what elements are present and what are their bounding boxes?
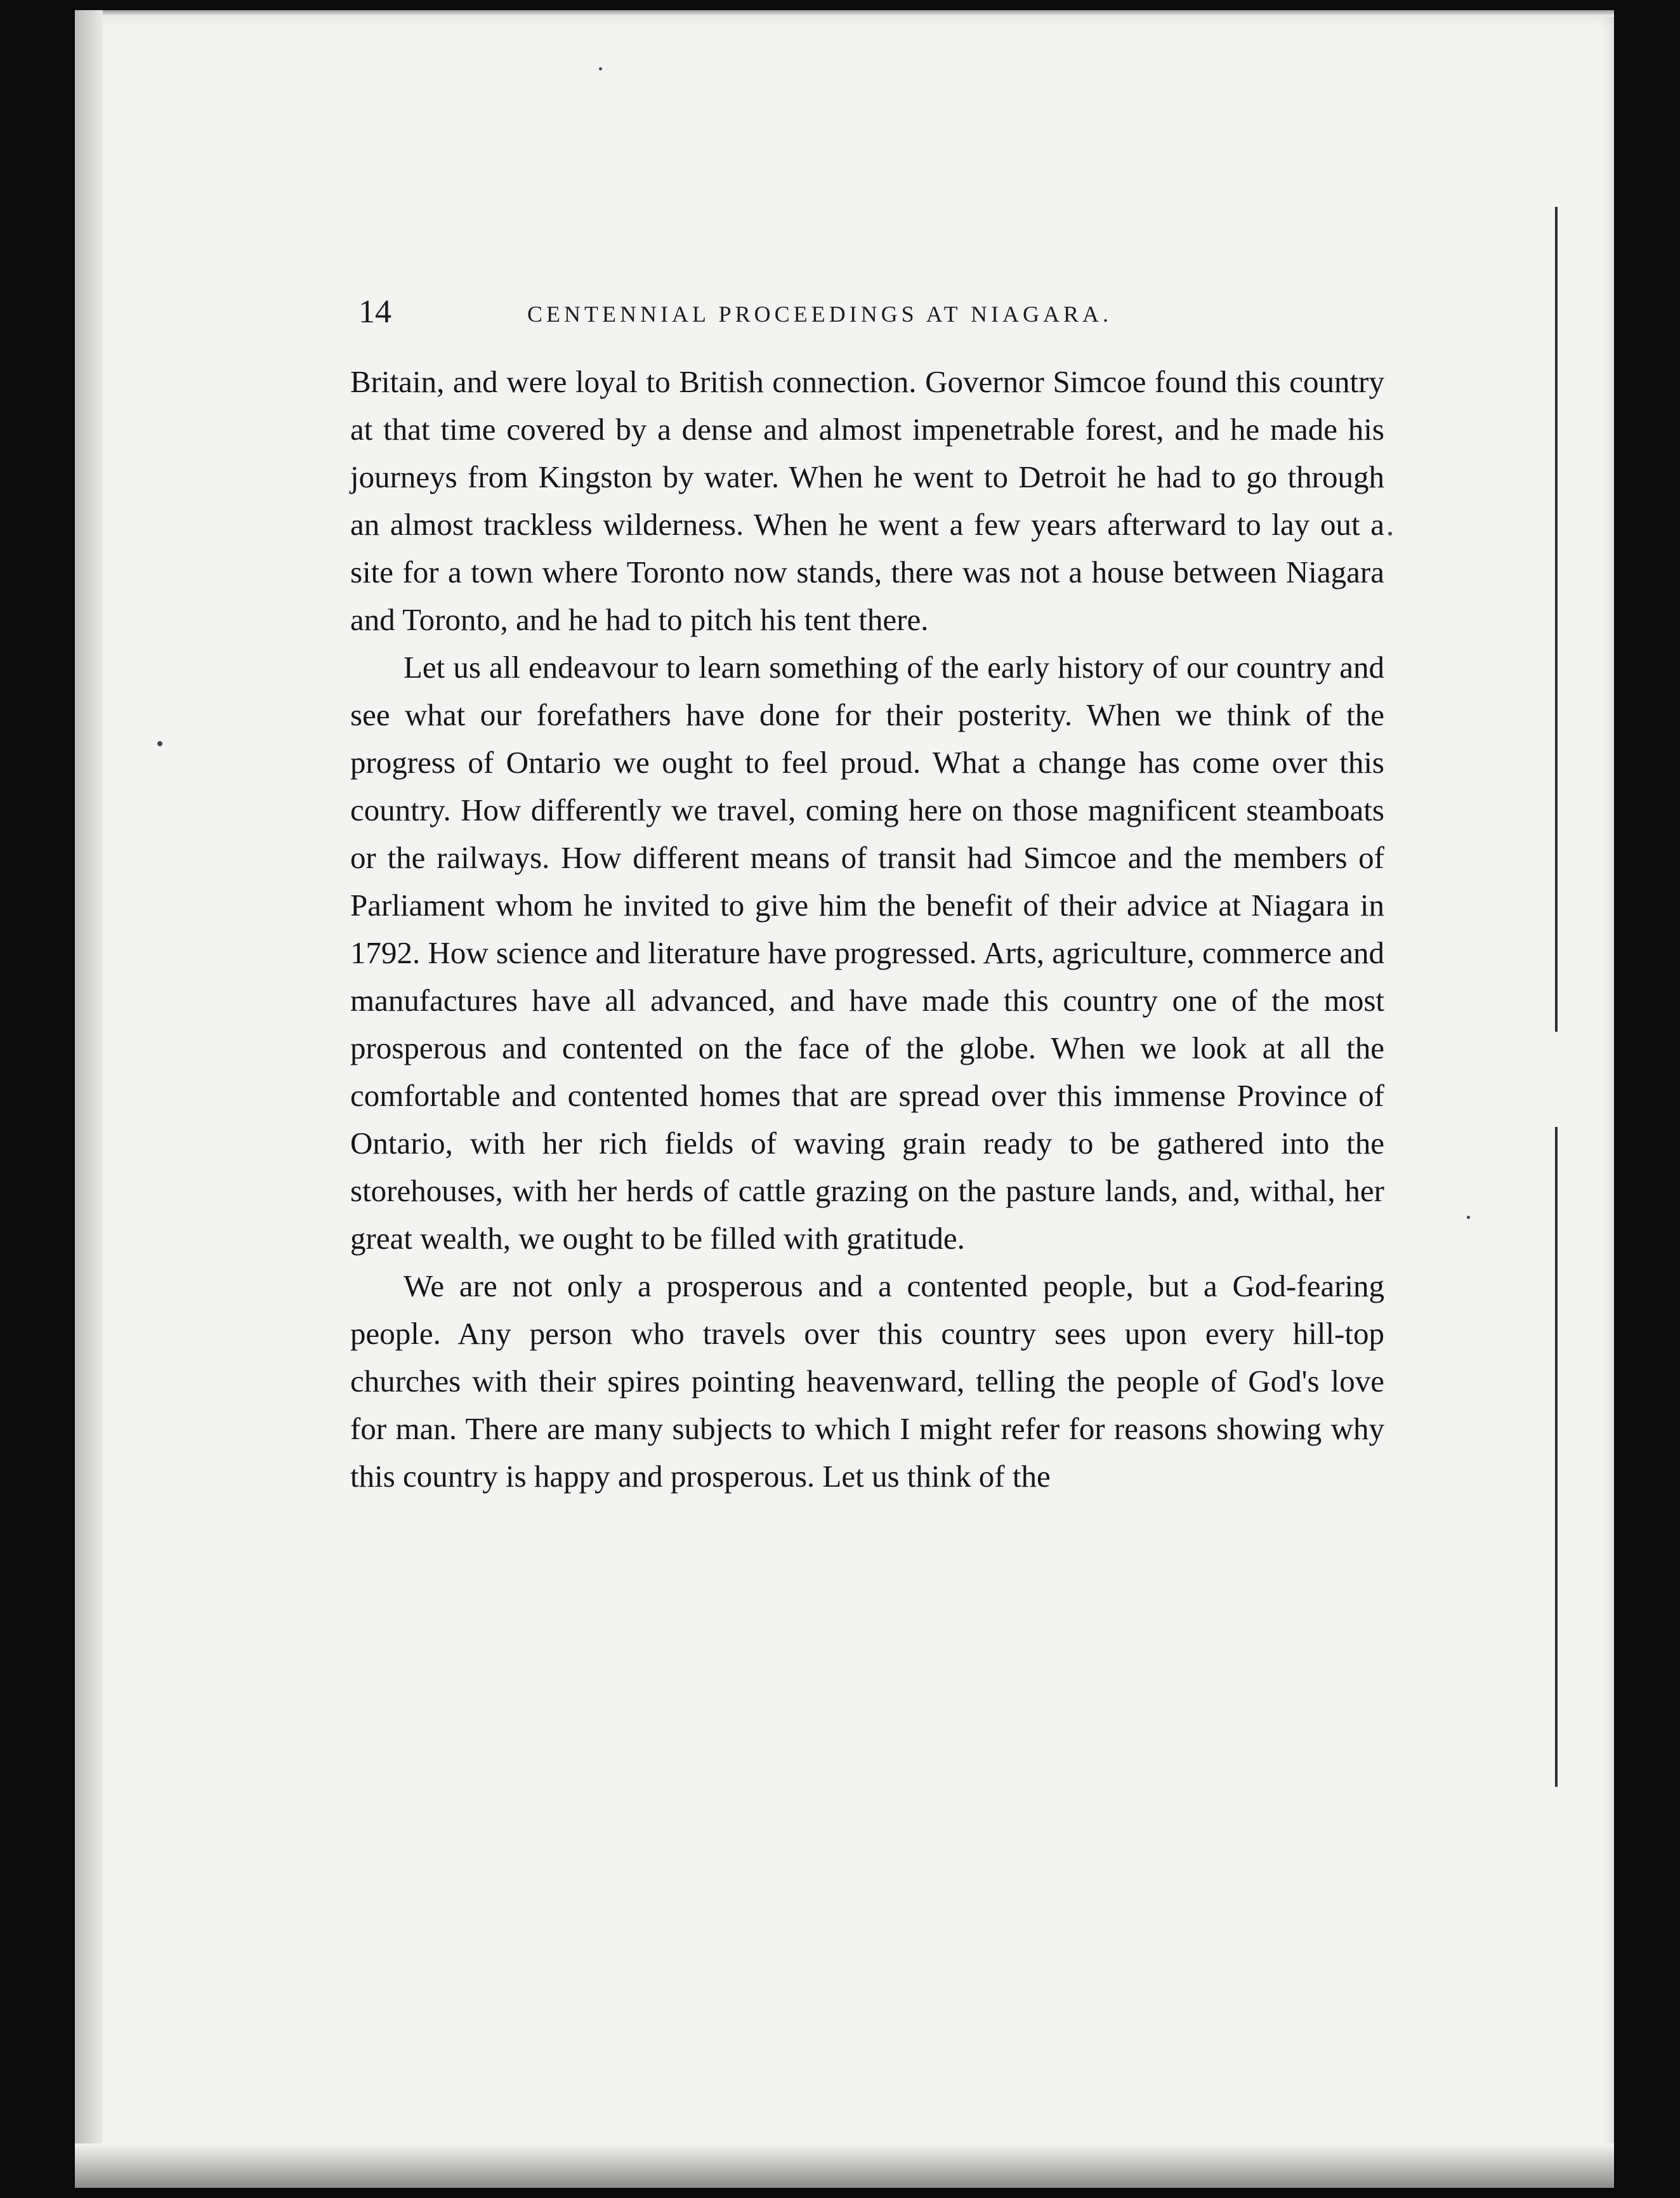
paragraph: Let us all endeavour to learn something of the early history of our country and see what our forefathers have done for their posterity. When we think of the progress of Ontario we ought to feel proud. What a change has come over this country. How differently we travel, coming here on those magnificent steamboats or the railways. How different means of transit had Simcoe and the members of Parliament whom he invited to give him the benefit of their advice at Niagara in 1792. How science and literature have progressed. Arts, agriculture, commerce and manufactures have all advanced, and have made this country one of the most prosperous and contented on the face of the globe. When we look at all the comfortable and contented homes that are spread over this immense Province of Ontario, with her rich fields of waving grain ready to be gathered into the storehouses, with her herds of cattle grazing on the pasture lands, and, withal, her great wealth, we ought to be filled with gratitude.: [350, 650, 1384, 1256]
binding-gutter: [75, 10, 103, 2188]
page-header: [358, 289, 1386, 334]
running-title: CENTENNIAL PROCEEDINGS AT NIAGARA.: [527, 301, 1112, 327]
margin-rule-lower: [1555, 1127, 1558, 1787]
paragraph-continued: Britain, and were loyal to British connection. Governor Simcoe found this country at that time covered by a dense and almost impenetrable forest, and he made his journeys from Kingston by water. When he went to Detroit he had to go through an almost trackless wilderness. When he went a few years afterward to lay out a site for a town where Toronto now stands, there was not a house between Niagara and Toronto, and he had to pitch his tent there.: [350, 364, 1384, 637]
ink-speck: [1388, 532, 1392, 536]
margin-rule-upper: [1555, 207, 1558, 1032]
paragraph: We are not only a prosperous and a contented people, but a God-fearing people. Any person who travels over this country sees upon every hill-top churches with their spires pointing heavenward, telling the people of God's love for man. There are many subjects to which I might refer for reasons showing why this country is happy and prosperous. Let us think of the: [350, 1268, 1384, 1494]
ink-speck: [599, 67, 602, 70]
ink-speck: [157, 741, 162, 746]
ink-speck: [1467, 1216, 1470, 1219]
page-number: 14: [358, 294, 391, 330]
body-text: [350, 358, 1384, 1500]
scanned-page: [75, 10, 1614, 2188]
page-top-edge: [75, 10, 1614, 16]
page-bottom-edge: [75, 2143, 1614, 2188]
